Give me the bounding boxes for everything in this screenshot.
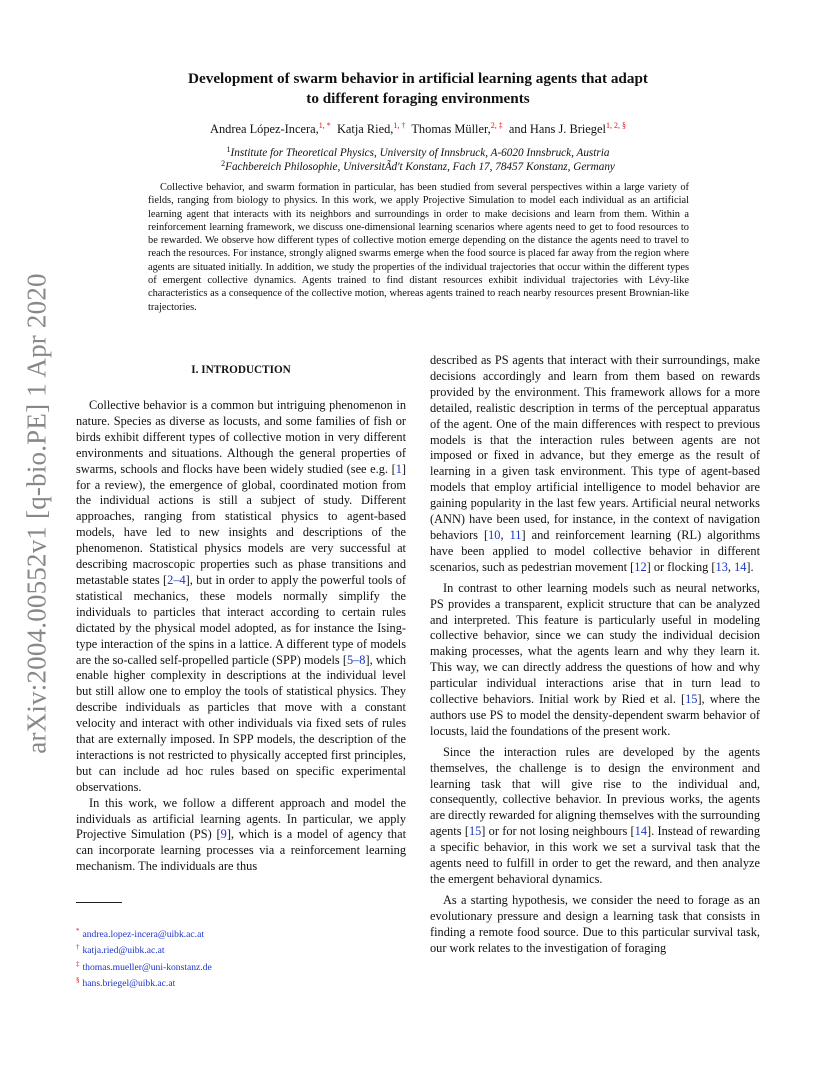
citation-link[interactable]: 5–8 xyxy=(346,652,366,667)
citation-link[interactable]: 14 xyxy=(734,559,747,574)
footnotes xyxy=(76,925,406,990)
paragraph: Collective behavior is a common but intriguing phenomenon in nature. Species as diverse as locusts, and some families of fish or birds exhibit different types of collective motion in very different environments and situations. Although the general properties of swarms, schools and flocks have been widely studied (see e.g. [1] for a review), the emergence of global, coordinated motion from the individual actions is still a subject of study. Different approaches, ranging from statistical physics to agent-based models, have led to new insights and descriptions of the phenomenon. Statistical physics models are very successful at describing macroscopic properties such as phase transitions and metastable states [2–4], but in order to apply the powerful tools of statistical mechanics, these models normally simplify the individuals to particles that interact according to certain rules dictated by the physical model adopted, as for instance the Ising-type interaction of the spins in a lattice. A different type of models are the so-called self-propelled particle (SPP) models [5–8], which enable higher complexity in descriptions at the individual level but still allow one to employ the tools of statistical physics. They describe individuals as particles that move with a constant velocity and interact with other individuals via fixed sets of rules that are externally imposed. In SPP models, the description of the interactions is not restricted to physically accepted first principles, but can include ad hoc rules based on specific experimental observations. xyxy=(76,398,406,794)
footnote: ‡ thomas.mueller@uni-konstanz.de xyxy=(76,959,212,973)
author-name: and Hans J. Briegel xyxy=(508,122,606,136)
affiliation-2: $^2$Fachbereich Philosophie, UniversitÃd't Konstanz, Fach 17, 78457 Konstanz, Germany xyxy=(221,159,615,173)
right-column xyxy=(430,353,760,957)
author-marker: 1, * xyxy=(318,121,331,130)
citation-link[interactable]: 13 xyxy=(715,559,728,574)
author-name: Andrea López-Incera, xyxy=(210,122,319,136)
paragraph: described as PS agents that interact with their surroundings, make decisions accordingly and learn from them based on rewards provided by the environment. This framework allows for a more detailed, realistic description in terms of the perceptual apparatus of the agent. One of the main differences with respect to previous models is that the interaction rules between agents are not imposed or fixed in advance, but they emerge as the result of learning in a given task environment. This type of agent-based models that employ artificial intelligence to model behavior are gaining popularity in the last few years. Artificial neural networks (ANN) have been used, for instance, in the context of navigation behaviors [10, 11] and reinforcement learning (RL) algorithms have been applied to model collective behavior in different scenarios, such as pedestrian movement [12] or flocking [13, 14]. xyxy=(430,353,761,574)
footnote: * andrea.lopez-incera@uibk.ac.at xyxy=(76,927,204,940)
paragraph: Since the interaction rules are developed by the agents themselves, the challenge is to design the environment and learning task that will give rise to the individual and, consequently, collective behavior. In previous works, the agents are directly rewarded for aligning themselves with the surrounding agents [15] or for not losing neighbours [14]. Instead of rewarding a specific behavior, in this work we set a survival task that the agents need to fulfill in order to get the reward, and then analyze the emergent behavioral dynamics. xyxy=(430,744,761,886)
email-link[interactable]: thomas.mueller@uni-konstanz.de xyxy=(82,961,212,973)
title-line-1: Development of swarm behavior in artificial learning agents that adapt xyxy=(188,70,648,87)
citation-link[interactable]: 15 xyxy=(468,824,482,839)
arxiv-stamp-text: arXiv:2004.00552v1 [q-bio.PE] 1 Apr 2020 xyxy=(21,272,52,754)
citation-link[interactable]: 1 xyxy=(395,461,402,476)
citation-link[interactable]: 2–4 xyxy=(167,572,186,587)
arxiv-stamp xyxy=(14,272,60,754)
author-list xyxy=(120,121,716,137)
email-link[interactable]: katja.ried@uibk.ac.at xyxy=(82,945,165,957)
paragraph: In this work, we follow a different approach and model the individuals as artificial learning agents. In particular, we apply Projective Simulation (PS) [9], which is a model of agency that can incorporate learning processes via a reinforcement learning mechanism. The individuals are thus xyxy=(76,795,407,874)
abstract: Collective behavior, and swarm formation in particular, has been studied from several perspectives within a large variety of fields, ranging from biology to physics. In this work, we apply Projective Simulation to model each individual as an artificial learning agent that interacts with its neighbors and surroundings in order to make decisions and learn from them. Within a reinforcement learning framework, we discuss one-dimensional learning scenarios where agents need to get to food resources to be rewarded. We observe how different types of collective motion emerge depending on the distance the agents need to travel to reach the resources. For instance, strongly aligned swarms emerge when the food source is placed far away from the region where agents are situated initially. In addition, we study the properties of the individual trajectories that occur within the different types of emergent collective dynamics. Agents trained to find distant resources exhibit individual trajectories with Lévy-like characteristics as a consequence of the collective motion, whereas agents trained to reach nearby resources present Brownian-like trajectories. xyxy=(148,182,689,313)
citation-link[interactable]: 11 xyxy=(509,527,522,542)
left-column xyxy=(76,398,406,875)
footnote-divider xyxy=(76,902,122,903)
section-heading-introduction: I. INTRODUCTION xyxy=(191,364,291,376)
citation-link[interactable]: 12 xyxy=(634,559,647,574)
email-link[interactable]: andrea.lopez-incera@uibk.ac.at xyxy=(82,929,204,940)
paragraph: In contrast to other learning models such as neural networks, PS provides a transparent, explicit structure that can be analyzed and interpreted. This feature is particularly useful in modeling collective behavior, since we can study the individual decision making processes, what the agents learn and why they learn it. This way, we can directly address the questions of how and why particular individual interactions arise that in turn lead to collective behaviors. Initial work by Ried et al. [15], where the authors use PS to model the density-dependent swarm behavior of locusts, laid the foundations of the present work. xyxy=(430,580,760,738)
citation-link[interactable]: 9 xyxy=(220,827,227,842)
footnote: § hans.briegel@uibk.ac.at xyxy=(76,975,176,989)
email-link[interactable]: hans.briegel@uibk.ac.at xyxy=(82,977,176,989)
author-name: Thomas Müller, xyxy=(411,122,491,136)
affiliation-1: $^1$Institute for Theoretical Physics, University of Innsbruck, A-6020 Innsbruck, Austria xyxy=(226,145,610,159)
author-marker: 1, 2, § xyxy=(605,121,626,130)
citation-link[interactable]: 14 xyxy=(634,824,648,839)
author-name: Katja Ried, xyxy=(336,122,394,136)
paragraph: As a starting hypothesis, we consider the need to forage as an evolutionary pressure and design a learning task that consists in finding a remote food source. Due to this particular survival task, our work relates to the investigation of foraging xyxy=(430,892,760,955)
title-line-2: to different foraging environments xyxy=(306,90,530,107)
paper-title xyxy=(120,69,716,109)
footnote: † katja.ried@uibk.ac.at xyxy=(76,943,165,957)
citation-link[interactable]: 15 xyxy=(685,692,698,707)
citation-link[interactable]: 10 xyxy=(488,527,501,542)
author-marker: 2, ‡ xyxy=(490,121,503,130)
author-marker: 1, † xyxy=(393,121,406,130)
